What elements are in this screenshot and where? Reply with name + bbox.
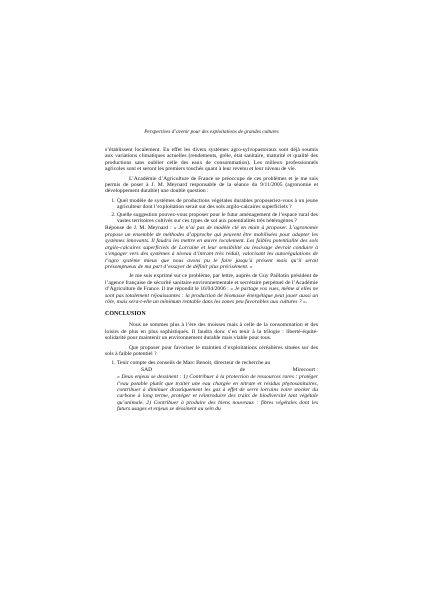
reponse-lead: Réponse de J. M. Meynard : (105, 225, 174, 232)
org-sad: SAD (141, 366, 153, 373)
paillotin-quote: « Je partage vos vues, même si elles ne sont pas totalement réjouissantes : la production de biomasse énergétique peut jouer aussi un rôle, mais sera-t-elle un minimum rentable dans les zones peu favorables aux cultures ? ». (105, 286, 318, 305)
recommendation-org (141, 367, 318, 373)
paillotin-paragraph (105, 273, 318, 305)
recommendation-item-1 (117, 360, 318, 412)
conclusion-heading: CONCLUSION (105, 311, 146, 318)
conclusion-paragraph-2: Que proposer pour favoriser le maintien d’exploitations céréalières situées sur des sols à faible potentiel ? (105, 344, 318, 357)
recommendation-list (105, 360, 318, 412)
org-de: de (239, 366, 246, 373)
question-item-2: 2. Quelle suggestion pouvez-vous proposer pour le futur aménagement de l’espace rural des vastes territoires cultivés sur ces types de sol aux potentialités très hétérogènes ? (117, 212, 318, 225)
intro-paragraph-1: s’établissent localement. En effet les divers systèmes agro-sylvopastoraux sont déjà soumis aux variations climatiques actuelles (rendements, grêle, état sanitaire, maturité et qualité des productions sans oublier celle des eaux de consommation). Les milieux professionnels agricoles sont et seront les premiers touchés quant à leur revenu et leur niveau de vie. (105, 147, 318, 173)
reponse-paragraph (105, 225, 318, 270)
org-place: Mirecourt : (292, 366, 318, 373)
question-item-1: 1. Quel modèle de systèmes de productions végétales durables proposeriez-vous à un jeune agriculteur dont l’exploitation serait sur des sols argilo-calcaires superficiels ? (117, 198, 318, 211)
recommendation-quote: « Deux enjeux se dessinent : 1) Contribuer à la protection de ressources rares : protéger l’eau potable plutôt que traiter une eau chargée en nitrate et résidus phytosanitaires, contribuer à diminuer drastiquement les gaz à effet de serre lorrains voire stocker du carbone à long terme, protéger et réintroduire des traits de biodiversité tant végétale qu’animale. 2) Contribuer à produire des biens nouveaux : fibres végétales dont les futurs usages et enjeux se dessinent au sein du (117, 374, 318, 413)
reponse-quote: « Je n’ai pas de modèle clé en main à proposer. L’agronomie propose un ensemble de méthodes d’approche qui peuvent être mobilisées pour adapter les systèmes innovants. Il faudra les mettre en œuvre localement. Les faibles potentialité des sols argilo-calcaires superficiels de Lorraine et leur sensibilité au lessivage devrait conduire à s’engager vers des systèmes à niveau d’intrant très réduit, valorisant les autorégulations de l’agro système mieux que nous avons pu le faire jusqu’à présent mais qu’il serait présomptueux de ma part d’essayer de définir plus précisément. » (105, 225, 318, 270)
paillotin-text: Je me suis exprimé sur ce problème, par lettre, auprès de Guy Paillotin président de l’agence française de sécurité sanitaire environnementale et secrétaire perpétuel de l’Académie d’Agriculture de France. Il me répondit le 16/04/2006 : (105, 273, 318, 293)
running-header: Perspectives d’avenir pour des exploitations de grandes cultures (144, 129, 279, 135)
conclusion-paragraph-1: Nous ne sommes plus à l’ère des moisses mais à celle de la consommation et des loisirs de plus en plus sophistiqués. Il faudra donc s’en tenir à la trilogie : liberté-équité-solidarité pour maintenir un environnement durable mais viable pour tous. (105, 322, 318, 342)
question-list (105, 198, 318, 225)
intro-paragraph-2: L’Académie d’Agriculture de France se préoccupe de ces problèmes et je me suis permis de poser à J. M. Meynard responsable de la séance du 9/11/2005 (agronomie et développement durable) une double question : (105, 175, 318, 195)
body-text (105, 147, 318, 413)
recommendation-intro: 1. Tenir compte des conseils de Marc Benoit, directeur de recherche au (117, 360, 271, 367)
